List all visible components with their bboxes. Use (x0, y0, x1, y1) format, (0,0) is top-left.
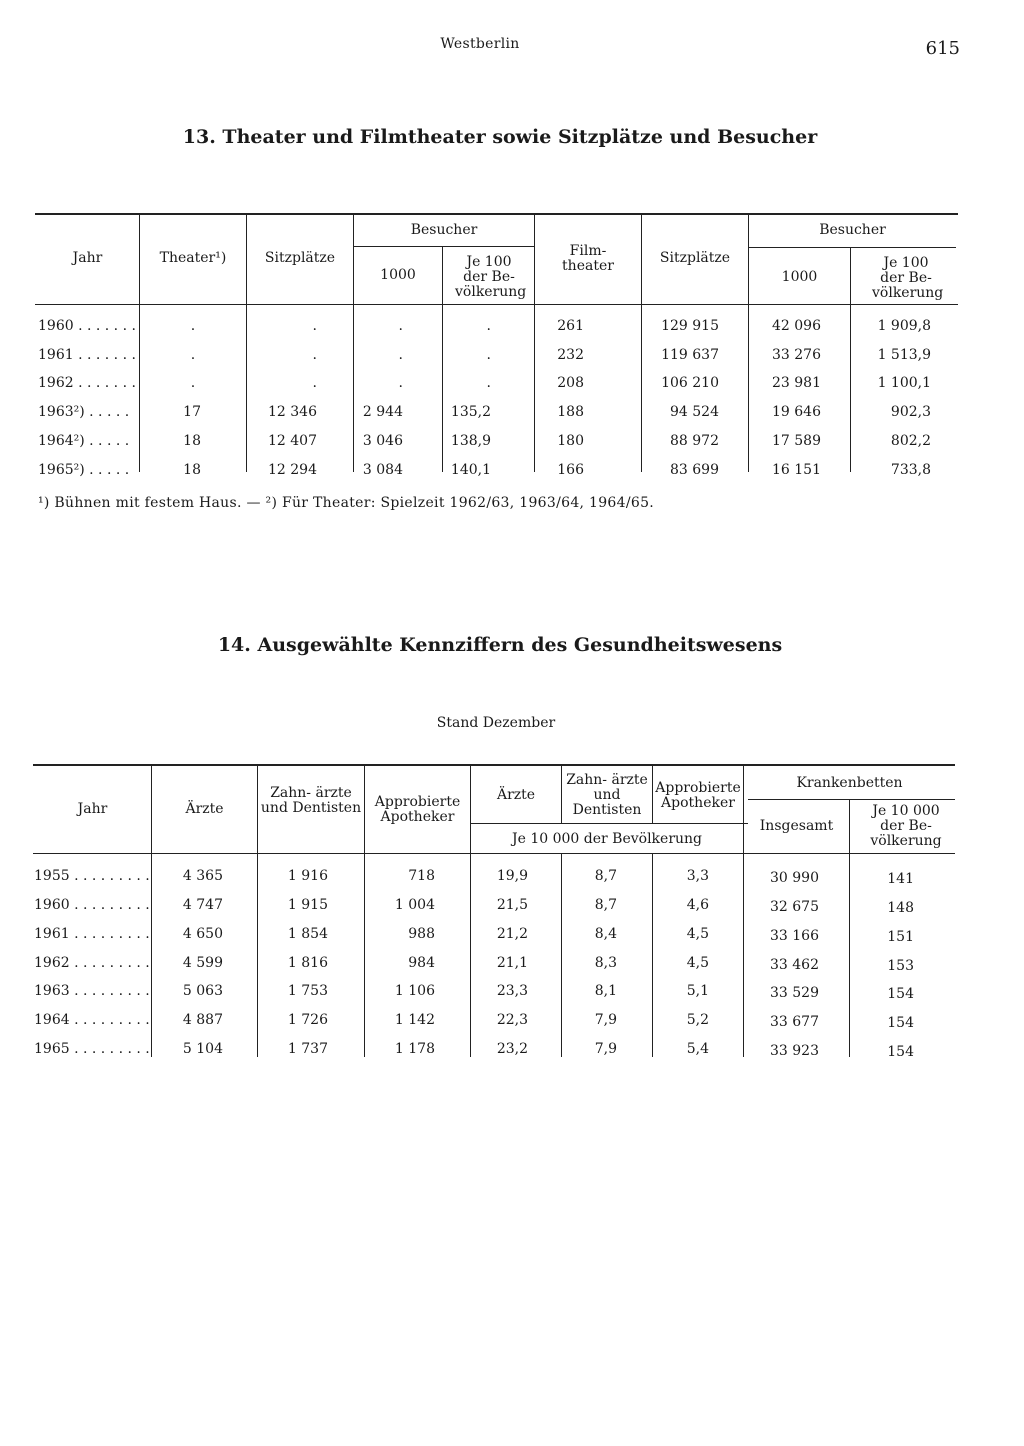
cell-filmtheater: 180 (557, 433, 584, 449)
table13-footnote: ¹) Bühnen mit festem Haus. — ²) Für Theater: Spielzeit 1962/63, 1963/64, 1964/65. (38, 495, 655, 511)
cell-besucher-1000-film: 19 646 (772, 404, 821, 420)
cell-krankenbetten-je10000: 153 (887, 958, 914, 974)
cell-aerzte-je10000: 21,5 (496, 897, 528, 913)
cell-aerzte-je10000: 21,1 (496, 955, 528, 971)
header-je100-film: Je 100 der Be- völkerung (872, 255, 944, 301)
cell-zahnaerzte: 1 726 (287, 1012, 328, 1028)
cell-sitzplaetze-film: 106 210 (661, 375, 719, 391)
cell-sitzplaetze-film: 88 972 (670, 433, 719, 449)
header-filmtheater: Film- theater (562, 243, 614, 274)
cell-jahr: 1962 . . . . . . . (38, 375, 136, 391)
header-jahr: Jahr (77, 801, 108, 817)
cell-apotheker-je10000: 4,5 (686, 926, 709, 942)
cell-zahnaerzte: 1 737 (287, 1041, 328, 1057)
cell-apotheker-je10000: 4,5 (686, 955, 709, 971)
cell-apotheker: 1 106 (394, 983, 435, 999)
cell-krankenbetten-je10000: 154 (887, 1015, 914, 1031)
cell-zahnaerzte-je10000: 8,7 (594, 868, 617, 884)
cell-apotheker-je10000: 4,6 (686, 897, 709, 913)
header-zahnaerzte: Zahn- ärzte und Dentisten (260, 785, 362, 816)
cell-sitzplaetze: 12 294 (268, 462, 317, 478)
cell-apotheker: 1 142 (394, 1012, 435, 1028)
cell-aerzte: 4 650 (182, 926, 223, 942)
cell-besucher-1000: 2 944 (362, 404, 403, 420)
cell-besucher-1000-film: 33 276 (772, 347, 821, 363)
header-je10000-bevoelkerung: Je 10 000 der Bevölkerung (511, 831, 703, 847)
cell-sitzplaetze: 12 346 (268, 404, 317, 420)
cell-je100: . (486, 347, 491, 363)
cell-jahr: 1964²) . . . . . (38, 433, 130, 449)
cell-krankenbetten-je10000: 154 (887, 1044, 914, 1060)
cell-sitzplaetze: . (312, 347, 317, 363)
cell-apotheker: 1 004 (394, 897, 435, 913)
cell-apotheker: 718 (408, 868, 435, 884)
cell-sitzplaetze: . (312, 318, 317, 334)
cell-krankenbetten: 30 990 (770, 870, 819, 886)
cell-zahnaerzte-je10000: 7,9 (594, 1012, 617, 1028)
header-besucher-1000: 1000 (380, 267, 416, 283)
cell-jahr: 1962 . . . . . . . . . (34, 955, 150, 971)
cell-sitzplaetze-film: 83 699 (670, 462, 719, 478)
cell-aerzte: 5 063 (182, 983, 223, 999)
cell-je100-film: 733,8 (890, 462, 931, 478)
cell-besucher-1000: . (398, 318, 403, 334)
table14-title: 14. Ausgewählte Kennziffern des Gesundheitswesens (217, 634, 783, 656)
cell-zahnaerzte-je10000: 8,4 (594, 926, 617, 942)
cell-zahnaerzte: 1 916 (287, 868, 328, 884)
cell-jahr: 1955 . . . . . . . . . (34, 868, 150, 884)
cell-besucher-1000-film: 16 151 (772, 462, 821, 478)
cell-zahnaerzte-je10000: 8,3 (594, 955, 617, 971)
cell-krankenbetten-je10000: 151 (887, 929, 914, 945)
cell-apotheker: 984 (408, 955, 435, 971)
cell-jahr: 1961 . . . . . . . . . (34, 926, 150, 942)
cell-sitzplaetze-film: 94 524 (670, 404, 719, 420)
page-number: 615 (925, 38, 960, 59)
cell-je100: . (486, 318, 491, 334)
cell-jahr: 1961 . . . . . . . (38, 347, 136, 363)
cell-theater: 17 (183, 404, 201, 420)
cell-jahr: 1960 . . . . . . . . . (34, 897, 150, 913)
cell-je100: 140,1 (450, 462, 491, 478)
cell-apotheker: 1 178 (394, 1041, 435, 1057)
cell-theater: . (190, 375, 196, 391)
cell-aerzte: 4 599 (182, 955, 223, 971)
header-apotheker-je10000: Approbierte Apotheker (655, 780, 741, 811)
cell-apotheker-je10000: 5,4 (686, 1041, 709, 1057)
cell-zahnaerzte: 1 816 (287, 955, 328, 971)
cell-filmtheater: 188 (557, 404, 584, 420)
header-jahr: Jahr (72, 250, 103, 266)
cell-besucher-1000: . (398, 375, 403, 391)
cell-zahnaerzte: 1 753 (287, 983, 328, 999)
cell-besucher-1000: 3 084 (362, 462, 403, 478)
cell-zahnaerzte-je10000: 8,7 (594, 897, 617, 913)
table14-subtitle: Stand Dezember (436, 715, 556, 731)
cell-krankenbetten: 33 462 (770, 957, 819, 973)
cell-aerzte-je10000: 22,3 (496, 1012, 528, 1028)
cell-aerzte: 4 365 (182, 868, 223, 884)
header-apotheker: Approbierte Apotheker (374, 794, 461, 825)
header-sitzplaetze-film: Sitzplätze (659, 250, 731, 266)
cell-besucher-1000: 3 046 (362, 433, 403, 449)
header-aerzte: Ärzte (185, 801, 224, 817)
table13-title: 13. Theater und Filmtheater sowie Sitzplätze und Besucher (182, 126, 818, 148)
cell-sitzplaetze-film: 119 637 (661, 347, 719, 363)
cell-filmtheater: 166 (557, 462, 584, 478)
header-krankenbetten: Krankenbetten (796, 775, 903, 791)
cell-zahnaerzte-je10000: 8,1 (594, 983, 617, 999)
cell-krankenbetten-je10000: 141 (887, 871, 914, 887)
cell-je100-film: 802,2 (890, 433, 931, 449)
cell-je100: 135,2 (450, 404, 491, 420)
cell-filmtheater: 208 (557, 375, 584, 391)
cell-apotheker-je10000: 5,1 (686, 983, 709, 999)
cell-besucher-1000-film: 23 981 (772, 375, 821, 391)
cell-zahnaerzte: 1 915 (287, 897, 328, 913)
cell-je100-film: 902,3 (890, 404, 931, 420)
header-sitzplaetze: Sitzplätze (264, 250, 336, 266)
cell-jahr: 1965²) . . . . . (38, 462, 130, 478)
cell-jahr: 1963 . . . . . . . . . (34, 983, 150, 999)
cell-zahnaerzte: 1 854 (287, 926, 328, 942)
cell-zahnaerzte-je10000: 7,9 (594, 1041, 617, 1057)
cell-krankenbetten: 33 677 (770, 1014, 819, 1030)
cell-je100-film: 1 909,8 (877, 318, 931, 334)
cell-apotheker-je10000: 3,3 (686, 868, 709, 884)
cell-aerzte-je10000: 19,9 (496, 868, 528, 884)
cell-besucher-1000-film: 42 096 (772, 318, 821, 334)
cell-krankenbetten-je10000: 154 (887, 986, 914, 1002)
cell-aerzte: 4 747 (182, 897, 223, 913)
cell-sitzplaetze-film: 129 915 (661, 318, 719, 334)
cell-sitzplaetze: 12 407 (268, 433, 317, 449)
cell-je100-film: 1 513,9 (877, 347, 931, 363)
cell-filmtheater: 261 (557, 318, 584, 334)
cell-aerzte: 4 887 (182, 1012, 223, 1028)
cell-besucher-1000: . (398, 347, 403, 363)
cell-theater: . (190, 318, 196, 334)
cell-krankenbetten: 33 166 (770, 928, 819, 944)
cell-filmtheater: 232 (557, 347, 584, 363)
cell-aerzte-je10000: 21,2 (496, 926, 528, 942)
cell-jahr: 1963²) . . . . . (38, 404, 130, 420)
cell-krankenbetten: 33 923 (770, 1043, 819, 1059)
cell-aerzte-je10000: 23,2 (496, 1041, 528, 1057)
cell-theater: . (190, 347, 196, 363)
header-zahnaerzte-je10000: Zahn- ärzte und Dentisten (566, 772, 648, 818)
header-besucher-1000-film: 1000 (781, 269, 818, 285)
cell-sitzplaetze: . (312, 375, 317, 391)
header-krankenbetten-je10000: Je 10 000 der Be- völkerung (870, 803, 942, 849)
cell-jahr: 1965 . . . . . . . . . (34, 1041, 150, 1057)
header-besucher-film: Besucher (819, 222, 886, 238)
cell-je100: . (486, 375, 491, 391)
running-head: Westberlin (440, 36, 520, 52)
header-theater: Theater¹) (159, 250, 227, 266)
cell-apotheker: 988 (408, 926, 435, 942)
header-je100: Je 100 der Be- völkerung (455, 254, 527, 300)
header-insgesamt: Insgesamt (759, 818, 834, 834)
cell-krankenbetten-je10000: 148 (887, 900, 914, 916)
cell-besucher-1000-film: 17 589 (772, 433, 821, 449)
cell-jahr: 1964 . . . . . . . . . (34, 1012, 150, 1028)
cell-aerzte-je10000: 23,3 (496, 983, 528, 999)
cell-krankenbetten: 32 675 (770, 899, 819, 915)
cell-jahr: 1960 . . . . . . . (38, 318, 136, 334)
cell-apotheker-je10000: 5,2 (686, 1012, 709, 1028)
cell-krankenbetten: 33 529 (770, 985, 819, 1001)
cell-theater: 18 (183, 462, 201, 478)
header-aerzte-je10000: Ärzte (496, 787, 536, 803)
cell-je100-film: 1 100,1 (877, 375, 931, 391)
cell-aerzte: 5 104 (182, 1041, 223, 1057)
cell-theater: 18 (183, 433, 201, 449)
cell-je100: 138,9 (450, 433, 491, 449)
header-besucher: Besucher (410, 222, 478, 238)
